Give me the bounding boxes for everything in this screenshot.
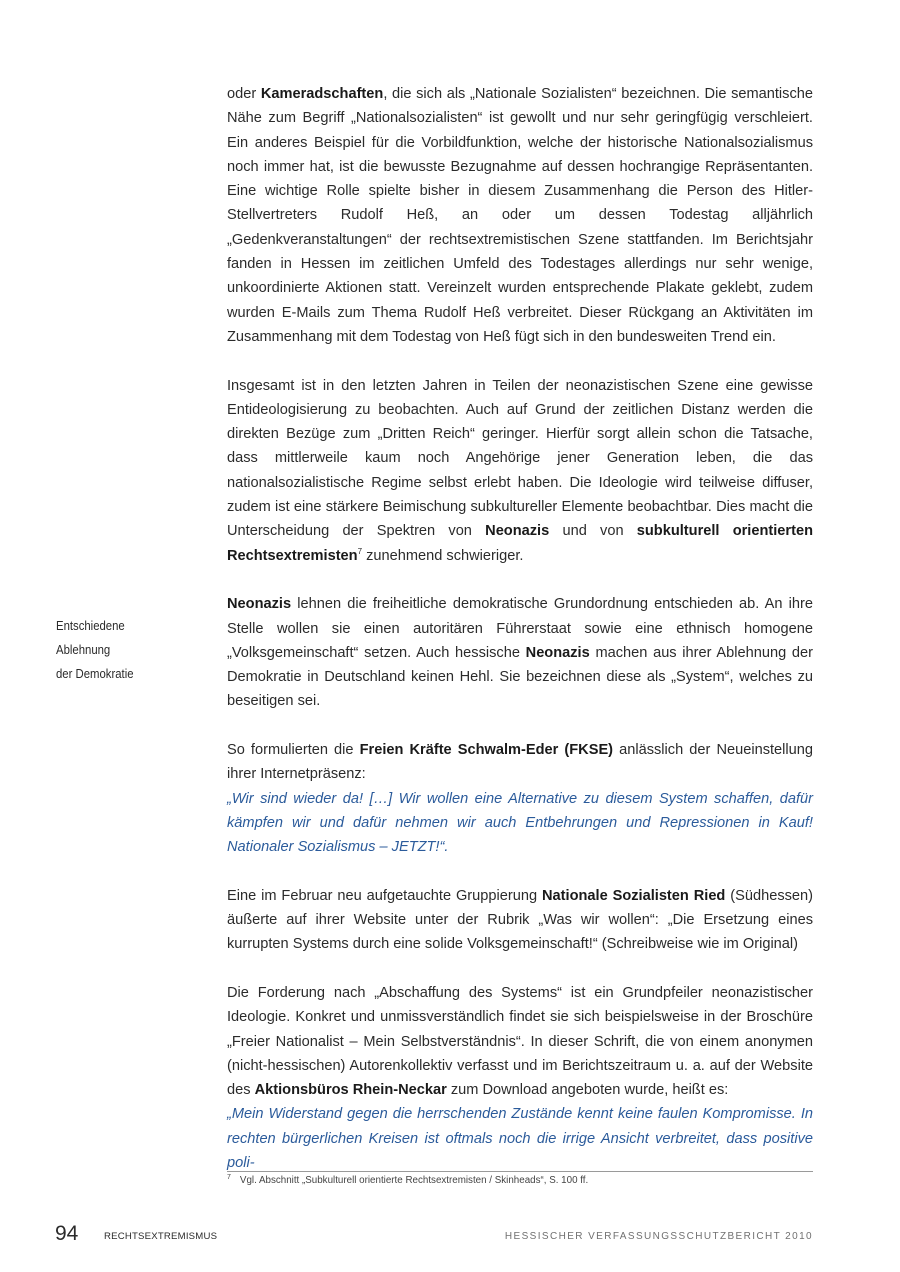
report-title: HESSISCHER VERFASSUNGSSCHUTZBERICHT 2010 bbox=[504, 1231, 813, 1242]
margin-note-line: Entschiedene bbox=[56, 618, 125, 633]
text-run: Eine im Februar neu aufgetauchte Gruppierung bbox=[227, 887, 542, 904]
text-run: zunehmend schwieriger. bbox=[362, 547, 524, 564]
margin-note-line: Ablehnung bbox=[56, 642, 111, 657]
text-run: anlässlich der Neueinstellung ihrer Internetpräsenz: bbox=[227, 742, 814, 783]
text-run: Insgesamt ist in den letzten Jahren in Teilen der neonazistischen Szene eine gewisse Entideologisierung zu beobachten. Auch auf Grund der zeitlichen Distanz werden die direkten Bezüge zum „Dritten Reich“ geringer. Hierfür sorgt allein schon die Tatsache, dass mittlerweile kaum noch Angehörige jener Generation leben, die das nationalsozialistische Regime selbst erlebt haben. Die Ideologie wird teilweise diffuser, zudem ist eine stärkere Beimischung subkultureller Elemente beobachtbar. Dies macht die Unterscheidung der Spektren von bbox=[227, 377, 813, 540]
footnote-mark: 7 bbox=[227, 1173, 231, 1181]
paragraph-neonazis bbox=[227, 592, 813, 713]
paragraph-ried bbox=[227, 884, 813, 957]
footnote-divider bbox=[227, 1171, 813, 1172]
section-label: RECHTSEXTREMISMUS bbox=[104, 1231, 218, 1242]
main-text-column bbox=[227, 82, 813, 1175]
footnote-text: Vgl. Abschnitt „Subkulturell orientierte Rechtsextremisten / Skinheads“, S. 100 ff. bbox=[239, 1175, 589, 1186]
text-run: und von bbox=[549, 523, 637, 540]
bold-term: Nationale Sozialisten Ried bbox=[542, 887, 726, 904]
bold-term: subkulturell orientierten Rechtsextremisten bbox=[227, 523, 813, 564]
paragraph-kameradschaften bbox=[227, 82, 813, 349]
bold-term: Neonazis bbox=[485, 523, 550, 540]
text-run: zum Download angeboten wurde, heißt es: bbox=[446, 1082, 729, 1099]
text-run: , die sich als „Nationale Sozialisten“ bezeichnen. Die semantische Nähe zum Begriff „Nationalsozialisten“ ist gewollt und nur sehr geringfügig verschleiert. Ein anderes Beispiel für die Vorbildfunktion, welche der historische Nationalsozialismus noch immer hat, ist die bewusste Bezugnahme auf dessen hochrangige Repräsentanten. Eine wichtige Rolle spielte bisher in diesem Zusammenhang die Person des Hitler-Stellvertreters Rudolf Heß, an oder um dessen Todestag alljährlich „Gedenkveranstaltungen“ der rechtsextremistischen Szene stattfanden. Im Berichtsjahr fanden in Hessen im zeitlichen Umfeld des Todestages allerdings nur sehr wenige, unkoordinierte Aktionen statt. Vereinzelt wurden entsprechende Plakate geklebt, zudem wurden E-Mails zum Thema Rudolf Heß verbreitet. Dieser Rückgang an Aktivitäten im Zusammenhang mit dem Todestag von Heß fügt sich in den bundesweiten Trend ein. bbox=[227, 86, 813, 345]
margin-note-line: der Demokratie bbox=[56, 666, 134, 681]
text-run: oder bbox=[227, 86, 261, 102]
text-run: So formulierten die bbox=[227, 742, 360, 759]
bold-term: Neonazis bbox=[227, 596, 292, 613]
bold-term: Freien Kräfte Schwalm-Eder (FKSE) bbox=[359, 742, 614, 759]
bold-term: Neonazis bbox=[525, 644, 590, 661]
bold-term: Kameradschaften bbox=[260, 86, 384, 102]
page-number: 94 bbox=[55, 1222, 79, 1245]
footnote-reference: 7 bbox=[357, 546, 363, 556]
paragraph-fkse bbox=[227, 738, 813, 859]
footnote bbox=[227, 1174, 813, 1188]
text-run: (Südhessen) äußerte auf ihrer Website unter der Rubrik „Was wir wollen“: „Die Ersetzung eines kurrupten Systems durch eine solide Volksgemeinschaft!“ (Schreibweise wie im Original) bbox=[227, 887, 814, 953]
text-run: Die Forderung nach „Abschaffung des Systems“ ist ein Grundpfeiler neonazistischer Ideologie. Konkret und unmissverständlich findet sie sich beispielsweise in der Broschüre „Freier Nationalist – Mein Selbstverständnis“. In dieser Schrift, die von einem anonymen (nicht-hessischen) Autorenkollektiv verfasst und im Berichtszeitraum u. a. auf der Website des bbox=[227, 984, 813, 1099]
bold-term: Aktionsbüros Rhein-Neckar bbox=[254, 1082, 447, 1099]
quote-fkse: „Wir sind wieder da! […] Wir wollen eine Alternative zu diesem System schaffen, dafür kämpfen wir und dafür nehmen wir auch Entbehrungen und Repressionen in Kauf! Nationaler Sozialismus – JETZT!“. bbox=[227, 790, 813, 856]
quote-widerstand: „Mein Widerstand gegen die herrschenden Zustände kennt keine faulen Kompromisse. In rechten bürgerlichen Kreisen ist oftmals noch die irrige Ansicht verbreitet, dass positive poli- bbox=[227, 1106, 813, 1172]
text-run: lehnen die freiheitliche demokratische Grundordnung entschieden ab. An ihre Stelle wollen sie einen autoritären Führerstaat sowie eine ethnisch homogene „Volksgemeinschaft“ setzen. Auch hessische bbox=[227, 596, 813, 661]
margin-note bbox=[56, 614, 185, 686]
text-run: machen aus ihrer Ablehnung der Demokratie in Deutschland keinen Hehl. Sie bezeichnen diese als „System“, welches zu beseitigen sei. bbox=[227, 644, 814, 710]
paragraph-entideologisierung bbox=[227, 374, 813, 568]
paragraph-abschaffung bbox=[227, 981, 813, 1175]
